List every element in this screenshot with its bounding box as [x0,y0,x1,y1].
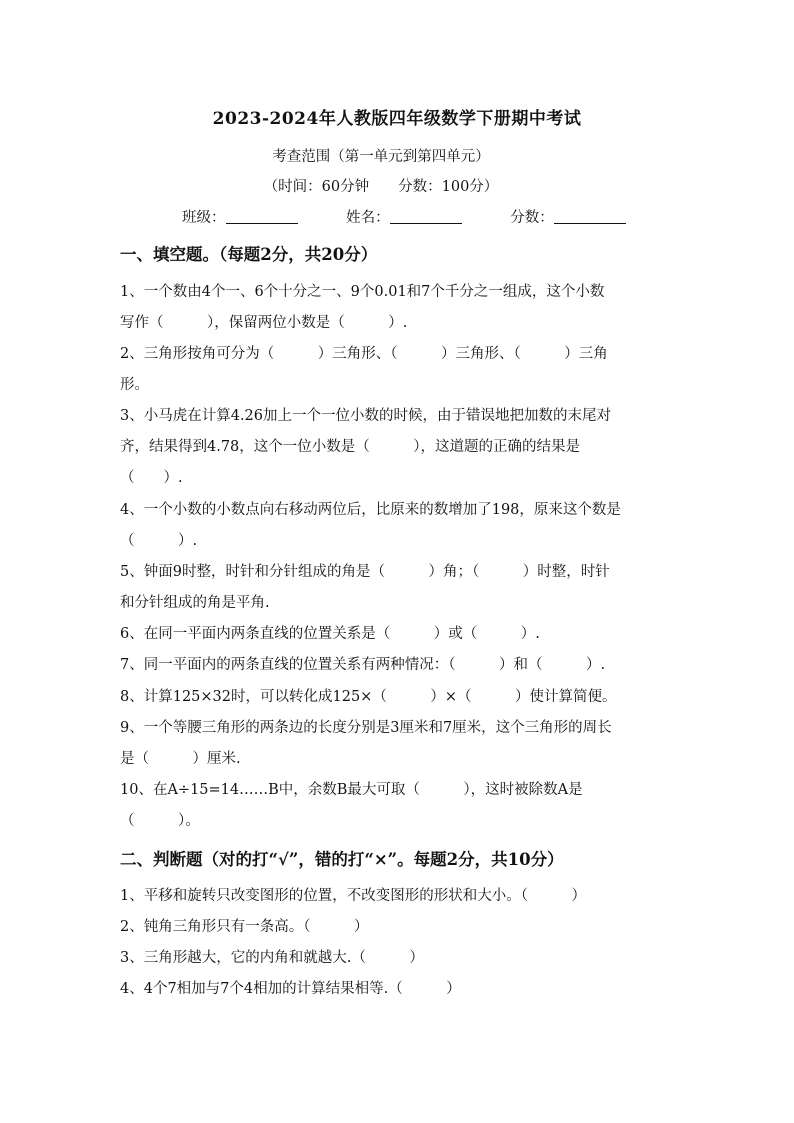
q4-line1: 4、一个小数的小数点向右移动两位后，比原来的数增加了198，原来这个数是 [120,502,621,518]
q3-line1: 3、小马虎在计算4.26加上一个一位小数的时候，由于错误地把加数的末尾对 [120,408,612,424]
q1-line1: 1、一个数由4个一、6个十分之一、9个0.01和7个千分之一组成，这个小数 [120,284,605,300]
section2-heading: 二、判断题（对的打“√”，错的打“×”。每题2分，共10分） [120,850,564,869]
exam-time-score: （时间：60分钟 分数：100分） [263,179,499,195]
name-label: 姓名： [346,210,390,226]
q7-line1: 7、同一平面内的两条直线的位置关系有两种情况：（ ）和（ ）. [120,657,606,673]
name-blank[interactable] [390,209,462,224]
score-blank[interactable] [554,209,626,224]
q3-line3: （ ）. [120,470,183,486]
q9-line2: 是（ ）厘米. [120,751,241,767]
q8-line1: 8、计算125×32时，可以转化成125×（ ）×（ ）使计算简便。 [120,689,617,705]
q5-line1: 5、钟面9时整，时针和分针组成的角是（ ）角；（ ）时整，时针 [120,564,610,580]
q2-line2: 形。 [120,377,149,393]
judge-q1: 1、平移和旋转只改变图形的位置，不改变图形的形状和大小。（ ） [120,888,586,904]
q6-line1: 6、在同一平面内两条直线的位置关系是（ ）或（ ）. [120,626,540,642]
judge-q2: 2、钝角三角形只有一条高。（ ） [120,919,369,935]
score-label: 分数： [510,210,554,226]
exam-title: 2023-2024年人教版四年级数学下册期中考试 [212,109,582,129]
class-blank[interactable] [226,209,298,224]
section1-heading: 一、填空题。（每题2分，共20分） [120,245,378,264]
q5-line2: 和分针组成的角是平角. [120,595,270,611]
q9-line1: 9、一个等腰三角形的两条边的长度分别是3厘米和7厘米，这个三角形的周长 [120,720,612,736]
class-label: 班级： [182,210,226,226]
student-info-row [182,206,626,227]
q10-line2: （ ）。 [120,813,200,829]
q4-line2: （ ）. [120,533,198,549]
judge-q4: 4、4个7相加与7个4相加的计算结果相等.（ ） [120,981,461,997]
judge-q3: 3、三角形越大，它的内角和就越大.（ ） [120,950,424,966]
q2-line1: 2、三角形按角可分为（ ）三角形、（ ）三角形、（ ）三角 [120,346,608,362]
q10-line1: 10、在A÷15=14……B中，余数B最大可取（ ），这时被除数A是 [120,782,583,798]
q1-line2: 写作（ ），保留两位小数是（ ）. [120,315,408,331]
q3-line2: 齐，结果得到4.78，这个一位小数是（ ），这道题的正确的结果是 [120,439,581,455]
exam-scope: 考查范围（第一单元到第四单元） [272,149,490,165]
